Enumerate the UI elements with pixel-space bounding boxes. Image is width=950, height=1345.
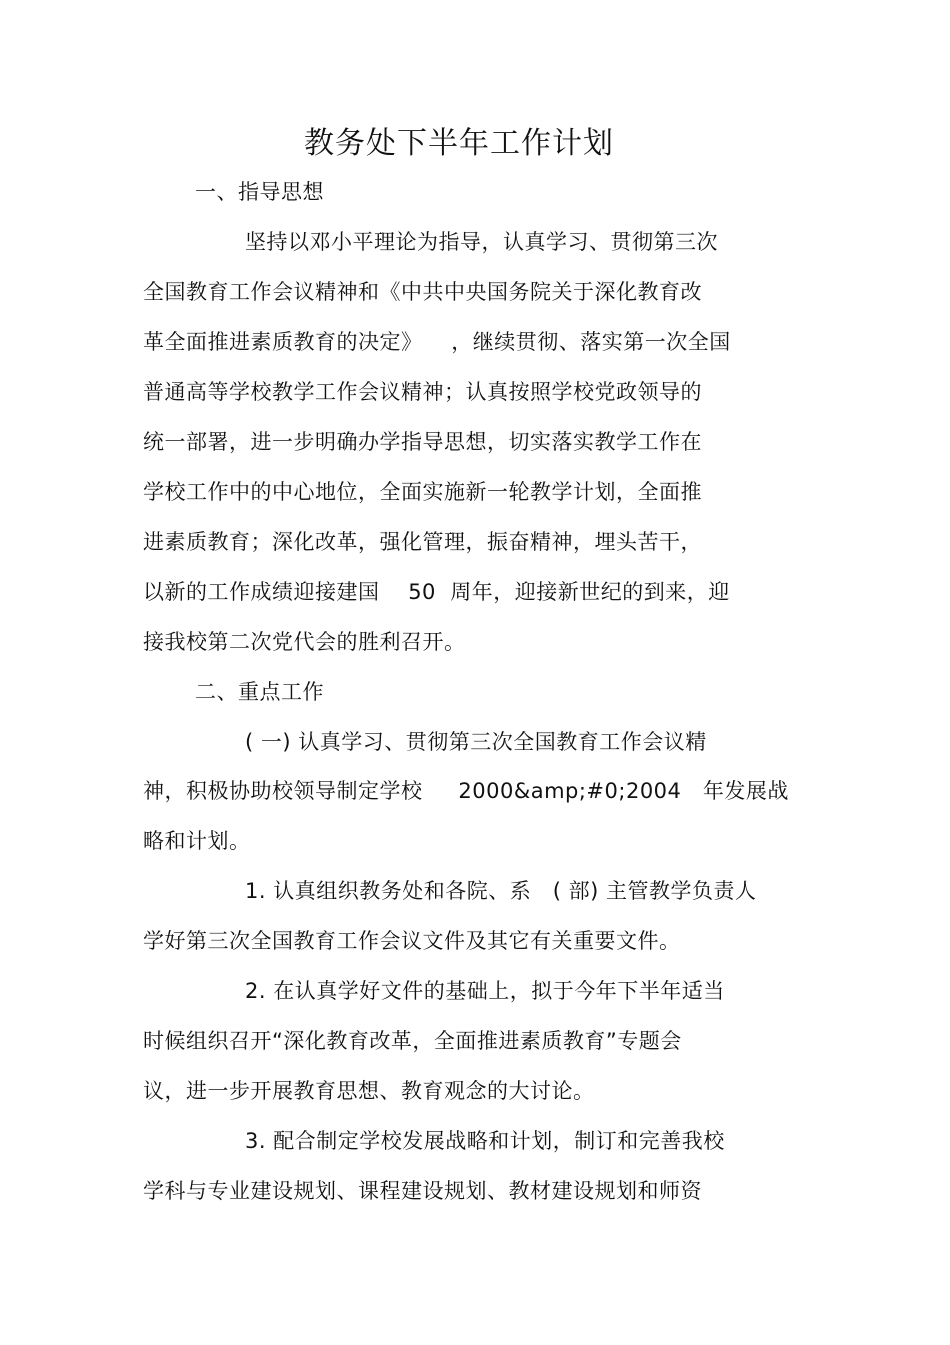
paragraph-line: 以新的工作成绩迎接建国 50 周年，迎接新世纪的到来，迎 <box>143 580 730 604</box>
paragraph-line: 2. 在认真学好文件的基础上，拟于今年下半年适当 <box>245 979 725 1003</box>
paragraph-line: 进素质教育；深化改革，强化管理，振奋精神，埋头苦干， <box>143 530 702 554</box>
paragraph-line: 略和计划。 <box>143 829 251 853</box>
paragraph-line: 学好第三次全国教育工作会议文件及其它有关重要文件。 <box>143 929 681 953</box>
paragraph-line: 1. 认真组织教务处和各院、系 ( 部) 主管教学负责人 <box>245 879 757 903</box>
paragraph-line: 议，进一步开展教育思想、教育观念的大讨论。 <box>143 1079 595 1103</box>
paragraph-line: 接我校第二次党代会的胜利召开。 <box>143 630 466 654</box>
paragraph-line: 全国教育工作会议精神和《中共中央国务院关于深化教育改 <box>143 280 702 304</box>
paragraph-line: ( 一) 认真学习、贯彻第三次全国教育工作会议精 <box>245 730 707 754</box>
section-heading-guiding-ideology: 一、指导思想 <box>195 180 324 204</box>
paragraph-line: 3. 配合制定学校发展战略和计划，制订和完善我校 <box>245 1129 725 1153</box>
paragraph-line: 学校工作中的中心地位，全面实施新一轮教学计划，全面推 <box>143 480 702 504</box>
paragraph-line: 普通高等学校教学工作会议精神；认真按照学校党政领导的 <box>143 380 702 404</box>
paragraph-line: 时候组织召开“深化教育改革，全面推进素质教育”专题会 <box>143 1029 682 1053</box>
section-heading-key-work: 二、重点工作 <box>195 680 324 704</box>
document-title: 教务处下半年工作计划 <box>304 126 614 161</box>
paragraph-line: 统一部署，进一步明确办学指导思想，切实落实教学工作在 <box>143 430 702 454</box>
paragraph-line: 革全面推进素质教育的决定》 ，继续贯彻、落实第一次全国 <box>143 330 731 354</box>
paragraph-line: 坚持以邓小平理论为指导，认真学习、贯彻第三次 <box>245 230 718 254</box>
paragraph-line: 神，积极协助校领导制定学校 2000&amp;#0;2004 年发展战 <box>143 779 789 803</box>
paragraph-line: 学科与专业建设规划、课程建设规划、教材建设规划和师资 <box>143 1179 702 1203</box>
